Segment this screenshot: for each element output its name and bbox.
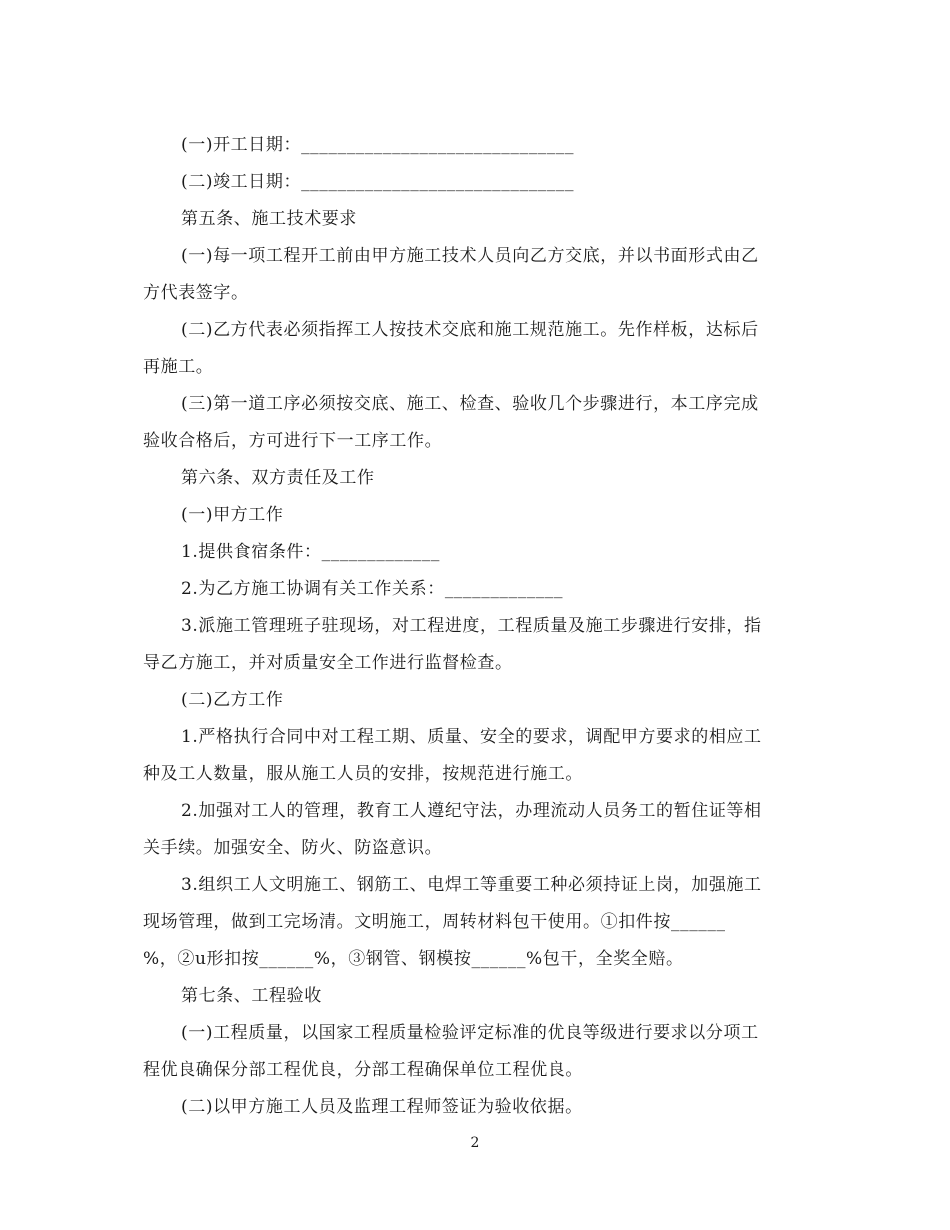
text-line: 现场管理，做到工完场清。文明施工，周转材料包干使用。①扣件按______ [143, 912, 726, 932]
document-body [143, 127, 803, 1126]
text-line: 再施工。 [143, 357, 214, 377]
text-line: 2.为乙方施工协调有关工作关系：_____________ [181, 579, 564, 599]
text-line: 1.提供食宿条件：_____________ [181, 542, 440, 562]
text-line: 验收合格后，方可进行下一工序工作。 [143, 431, 443, 451]
text-line: 关手续。加强安全、防火、防盗意识。 [143, 838, 443, 858]
text-line: 程优良确保分部工程优良，分部工程确保单位工程优良。 [143, 1060, 583, 1080]
text-line: 2.加强对工人的管理，教育工人遵纪守法，办理流动人员务工的暂住证等相 [181, 801, 762, 821]
text-line: 方代表签字。 [143, 283, 249, 303]
text-line: (一)开工日期：______________________________ [181, 135, 575, 155]
text-line: (一)工程质量，以国家工程质量检验评定标准的优良等级进行要求以分项工 [181, 1023, 759, 1043]
section-heading: 第五条、施工技术要求 [181, 209, 357, 229]
text-line: %，②u形扣按______%，③钢管、钢模按______%包干，全奖全赔。 [143, 949, 684, 969]
text-line: (二)乙方工作 [181, 690, 284, 710]
text-line: (一)甲方工作 [181, 505, 284, 525]
text-line: (二)竣工日期：______________________________ [181, 172, 575, 192]
text-line: (二)以甲方施工人员及监理工程师签证为验收依据。 [181, 1097, 583, 1117]
section-heading: 第七条、工程验收 [181, 986, 322, 1006]
text-line: 1.严格执行合同中对工程工期、质量、安全的要求，调配甲方要求的相应工 [181, 727, 762, 747]
text-line: 3.组织工人文明施工、钢筋工、电焊工等重要工种必须持证上岗，加强施工 [181, 875, 762, 895]
text-line: (二)乙方代表必须指挥工人按技术交底和施工规范施工。先作样板，达标后 [181, 320, 759, 340]
text-line: (一)每一项工程开工前由甲方施工技术人员向乙方交底，并以书面形式由乙 [181, 246, 759, 266]
text-line: 种及工人数量，服从施工人员的安排，按规范进行施工。 [143, 764, 583, 784]
text-line: (三)第一道工序必须按交底、施工、检查、验收几个步骤进行，本工序完成 [181, 394, 759, 414]
text-line: 3.派施工管理班子驻现场，对工程进度，工程质量及施工步骤进行安排，指 [181, 616, 762, 636]
text-line: 导乙方施工，并对质量安全工作进行监督检查。 [143, 653, 513, 673]
section-heading: 第六条、双方责任及工作 [181, 468, 375, 488]
page-number: 2 [470, 1135, 480, 1151]
